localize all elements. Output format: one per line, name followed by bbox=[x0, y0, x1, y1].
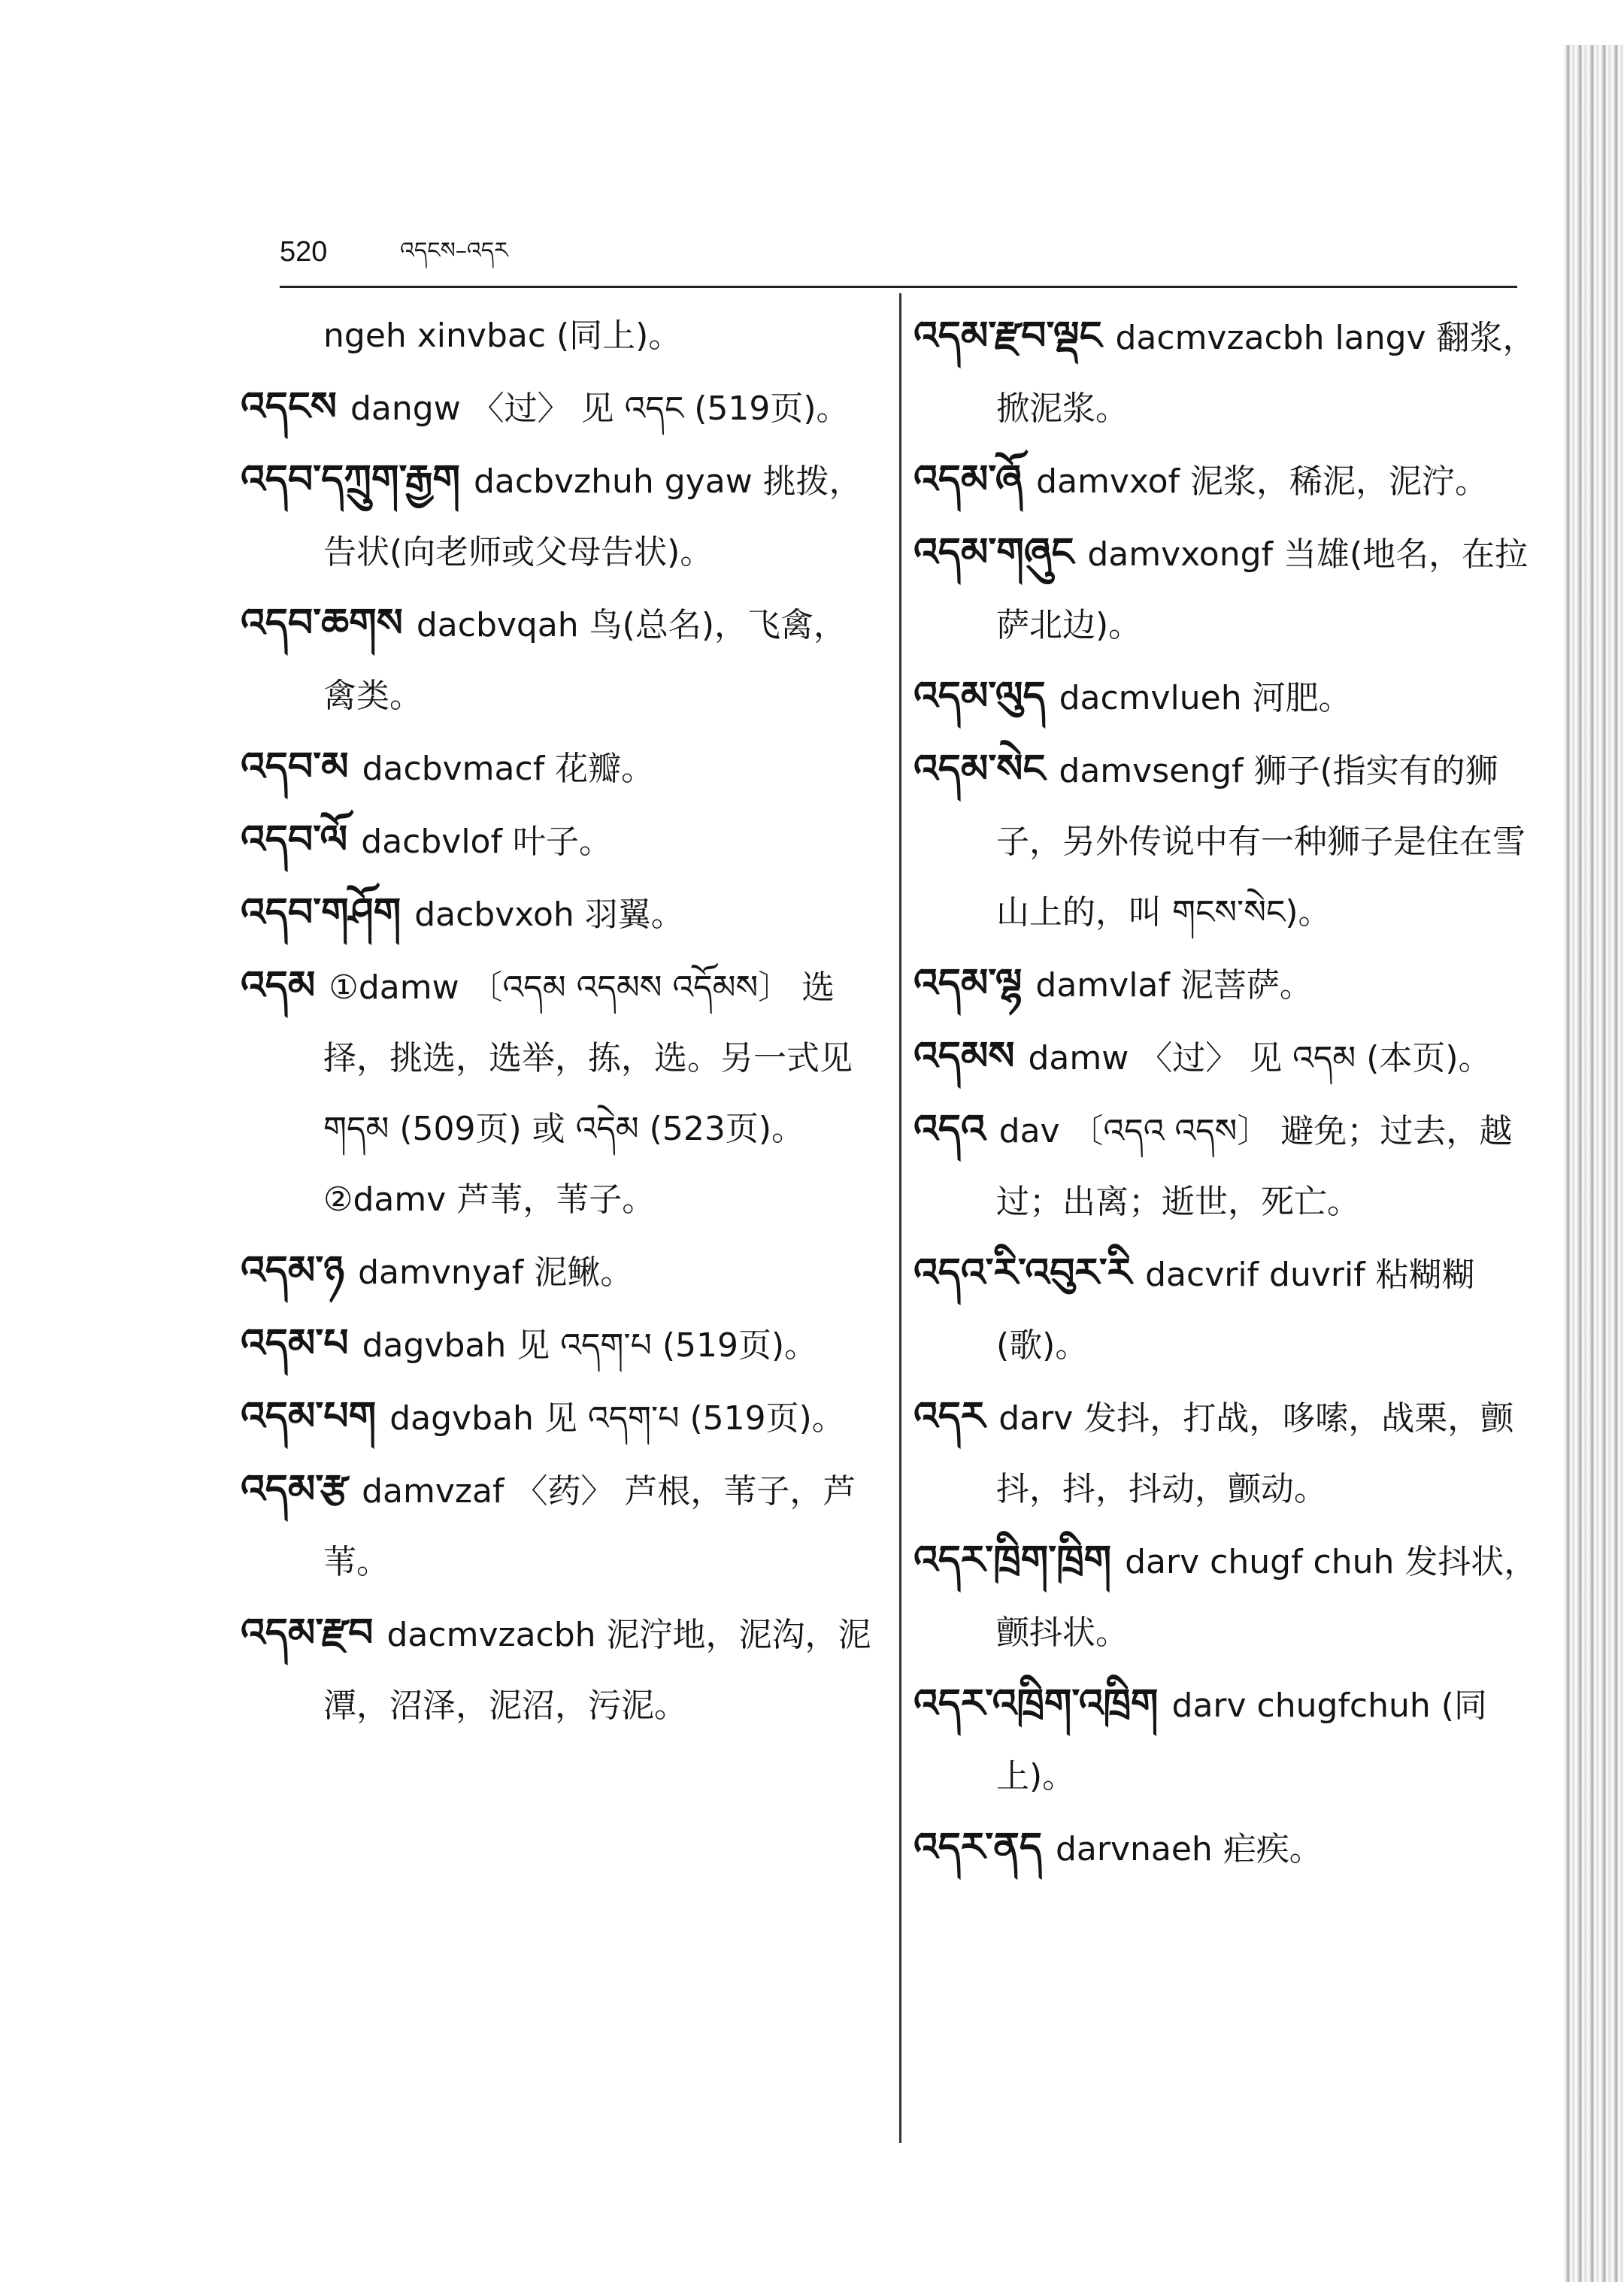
dictionary-entry bbox=[241, 371, 876, 444]
dictionary-entry bbox=[241, 950, 876, 1235]
dictionary-entry bbox=[914, 1021, 1541, 1094]
entry-headword: འདམ bbox=[241, 963, 316, 1008]
dictionary-entry bbox=[914, 661, 1541, 734]
entry-headword: འདབ་དཀྲུག་རྒྱག bbox=[241, 457, 460, 502]
entry-text: dagvbah 见 འདག་པ (519页)。 bbox=[389, 1399, 845, 1438]
dictionary-entry bbox=[914, 444, 1541, 517]
entry-text: darv chugfchuh (同上)。 bbox=[996, 1686, 1487, 1796]
column-divider bbox=[899, 293, 901, 2143]
dictionary-entry bbox=[914, 1238, 1541, 1381]
dictionary-entry bbox=[241, 1454, 876, 1598]
entry-text: damvnyaf 泥鳅。 bbox=[358, 1253, 634, 1292]
dictionary-entry bbox=[914, 301, 1541, 444]
entry-headword: འདབ་གཤོག bbox=[241, 890, 401, 935]
dictionary-entry bbox=[914, 948, 1541, 1021]
entry-text: dacbvqah 鸟(总名)，飞禽，禽类。 bbox=[323, 606, 847, 715]
page-edge-shadow bbox=[1564, 45, 1624, 2282]
entry-headword: འདར་ཁྲིག་ཁྲིག bbox=[914, 1538, 1112, 1583]
entry-headword: འདམ་རྫབ་ལྡང bbox=[914, 314, 1102, 359]
entry-headword: འདངས bbox=[241, 384, 337, 429]
dictionary-entry bbox=[914, 1094, 1541, 1238]
right-column bbox=[914, 301, 1541, 1885]
entry-headword: འདབ་ཆགས bbox=[241, 601, 403, 646]
dictionary-entry bbox=[241, 732, 876, 805]
entry-text: dacmvzacbh 泥泞地，泥沟，泥潭，沼泽，泥沼，污泥。 bbox=[323, 1616, 871, 1725]
entry-headword: འདམ་ཉ bbox=[241, 1248, 345, 1293]
entry-text: darv chugf chuh 发抖状，颤抖状。 bbox=[996, 1543, 1538, 1652]
entry-text: ①damw 〔འདམ འདམས འདོམས〕 选择，挑选，选举，拣，选。另一式见 གདམ (509页) 或 འདེམ (523页)。 ②damv 芦苇，苇子。 bbox=[323, 968, 853, 1219]
entry-headword: འདར་འཁྲིག་འཁྲིག bbox=[914, 1681, 1159, 1726]
entry-headword: འདམ་རྩ bbox=[241, 1467, 349, 1512]
entry-text: dangw 〈过〉 见 འདང (519页)。 bbox=[350, 389, 850, 428]
dictionary-entry bbox=[914, 517, 1541, 661]
entry-text: dacbvlof 叶子。 bbox=[361, 823, 612, 861]
entry-headword: འདམས bbox=[914, 1034, 1015, 1079]
entry-text: dacbvmacf 花瓣。 bbox=[362, 750, 655, 788]
entry-headword: འདམ་པག bbox=[241, 1394, 377, 1439]
dictionary-entry bbox=[914, 1525, 1541, 1668]
page-number: 520 bbox=[280, 236, 328, 268]
dictionary-entry bbox=[241, 805, 876, 877]
entry-headword: འདམ་གཞུང bbox=[914, 530, 1074, 575]
entry-text: dav 〔འདའ འདས〕 避免；过去，越过；出离；逝世，死亡。 bbox=[996, 1112, 1513, 1221]
dictionary-entry bbox=[914, 1812, 1541, 1885]
running-head: འདངས–འདར bbox=[400, 238, 508, 264]
entry-text: ngeh xinvbac (同上)。 bbox=[323, 317, 682, 355]
dictionary-entry bbox=[241, 1235, 876, 1308]
entry-text: damvzaf 〈药〉 芦根，苇子，芦苇。 bbox=[323, 1472, 856, 1581]
dictionary-entry bbox=[914, 734, 1541, 948]
entry-headword: འདམ་སེང bbox=[914, 747, 1046, 792]
entry-text: damvxof 泥浆，稀泥，泥泞。 bbox=[1036, 462, 1489, 501]
entry-text: dacvrif duvrif 粘糊糊(歌)。 bbox=[996, 1256, 1475, 1365]
entry-headword: འདམ་རྫབ bbox=[241, 1611, 374, 1656]
entry-text: dagvbah 见 འདག་པ (519页)。 bbox=[362, 1326, 818, 1365]
entry-text: darv 发抖，打战，哆嗦，战栗，颤抖，抖，抖动，颤动。 bbox=[996, 1399, 1514, 1508]
dictionary-entry bbox=[241, 1308, 876, 1381]
entry-text: darvnaeh 疟疾。 bbox=[1055, 1830, 1323, 1868]
entry-headword: འདའ་རི་འབུར་རི bbox=[914, 1250, 1132, 1296]
entry-headword: འདམ་ལྷ bbox=[914, 961, 1023, 1006]
entry-text: dacmvlueh 河肥。 bbox=[1059, 679, 1352, 717]
entry-text: dacbvxoh 羽翼。 bbox=[414, 896, 684, 934]
dictionary-entry bbox=[241, 1381, 876, 1454]
entry-text: damw 〈过〉 见 འདམ (本页)。 bbox=[1028, 1039, 1492, 1077]
entry-headword: འདམ་ལུད bbox=[914, 674, 1046, 719]
entry-headword: འདར་ནད bbox=[914, 1825, 1042, 1870]
header-rule bbox=[280, 286, 1517, 288]
left-column bbox=[241, 301, 876, 1741]
dictionary-entry bbox=[241, 444, 876, 588]
entry-text: damvlaf 泥菩萨。 bbox=[1035, 966, 1313, 1005]
entry-headword: འདམ་ཞོ bbox=[914, 457, 1023, 502]
entry-headword: འདམ་པ bbox=[241, 1321, 349, 1366]
entry-text: damvsengf 狮子(指实有的狮子，另外传说中有一种狮子是住在雪山上的，叫 གངས་སེང)。 bbox=[996, 752, 1526, 932]
entry-continuation bbox=[241, 301, 876, 371]
dictionary-entry bbox=[241, 1598, 876, 1741]
dictionary-entry bbox=[914, 1668, 1541, 1812]
entry-text: dacmvzacbh langv 翻浆，掀泥浆。 bbox=[996, 319, 1536, 428]
dictionary-entry bbox=[241, 877, 876, 950]
entry-headword: འདར bbox=[914, 1394, 986, 1439]
entry-text: dacbvzhuh gyaw 挑拨，告状(向老师或父母告状)。 bbox=[323, 462, 862, 571]
entry-headword: འདབ་ལོ bbox=[241, 817, 348, 862]
entry-headword: འདའ bbox=[914, 1107, 986, 1152]
dictionary-entry bbox=[241, 588, 876, 732]
entry-text: damvxongf 当雄(地名，在拉萨北边)。 bbox=[996, 535, 1529, 644]
dictionary-entry bbox=[914, 1381, 1541, 1525]
entry-headword: འདབ་མ bbox=[241, 744, 349, 789]
